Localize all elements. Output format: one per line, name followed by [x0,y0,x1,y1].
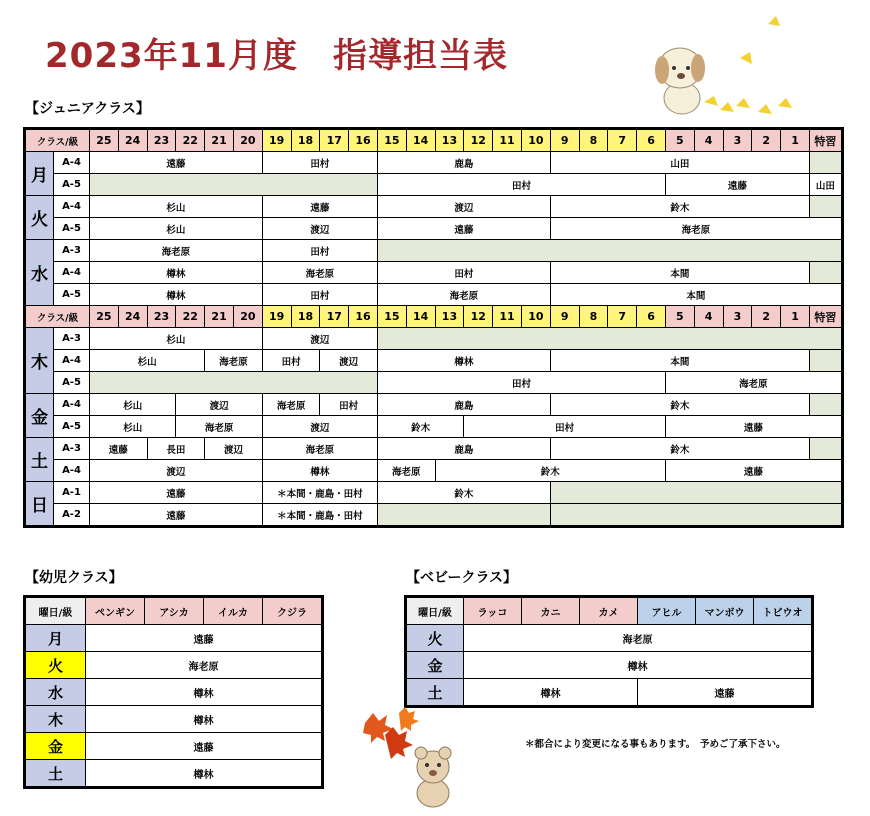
grade-header-cell: 2 [752,130,781,152]
teacher-cell: 杉山 [90,416,176,438]
teacher-cell: 遠藤 [665,460,841,482]
empty-cell [809,350,841,372]
day-cell: 火 [26,652,86,679]
class-cell: A-4 [54,262,90,284]
class-header-cell: カメ [580,598,638,625]
class-grade-header: クラス/級 [26,130,90,152]
teacher-cell: 長田 [147,438,205,460]
day-cell: 土 [26,760,86,787]
grade-header-cell: 17 [320,306,349,328]
class-cell: A-4 [54,196,90,218]
grade-header-cell: 12 [464,306,493,328]
teacher-cell: 杉山 [90,394,176,416]
puppy-leaves-illustration [640,10,800,120]
class-header-cell: イルカ [204,598,263,625]
junior-section-label: 【ジュニアクラス】 [25,101,150,117]
teacher-cell: 杉山 [90,196,263,218]
day-cell: 金 [407,652,464,679]
day-cell-fri: 金 [26,394,54,438]
day-cell-thu: 木 [26,328,54,394]
empty-cell [809,152,841,174]
table-row [26,372,842,394]
day-cell-sat: 土 [26,438,54,482]
empty-cell [377,328,841,350]
grade-header-cell: 6 [637,306,666,328]
teacher-cell: 樽林 [90,284,263,306]
youji-header-row [26,598,322,625]
bear-icon [415,747,451,807]
grade-header-cell: 20 [233,130,262,152]
grade-header-cell: 25 [90,306,119,328]
teacher-cell: 杉山 [90,218,263,240]
empty-cell [377,240,841,262]
empty-cell [90,174,378,196]
day-cell-mon: 月 [26,152,54,196]
teacher-cell: 海老原 [377,460,435,482]
class-cell: A-5 [54,174,90,196]
teacher-cell: 田村 [262,350,320,372]
day-cell-tue: 火 [26,196,54,240]
teacher-cell: 遠藤 [86,733,322,760]
class-cell: A-5 [54,218,90,240]
teacher-cell: 遠藤 [90,504,263,526]
class-header-cell: ラッコ [464,598,522,625]
grade-header-cell: 19 [262,130,291,152]
table-row [26,625,322,652]
grade-header-cell: 19 [262,306,291,328]
table-row [407,652,812,679]
grade-header-cell: 14 [406,130,435,152]
grade-header-cell: 18 [291,130,320,152]
teacher-cell: 渡辺 [176,394,262,416]
grade-header-cell: 1 [781,130,810,152]
grade-header-cell: 7 [608,306,637,328]
teacher-cell: 遠藤 [90,438,148,460]
grade-header-cell: 4 [694,130,723,152]
grade-header-cell: 20 [233,306,262,328]
teacher-cell: 渡辺 [262,218,377,240]
grade-header-cell: 6 [637,130,666,152]
teacher-cell: 渡辺 [320,350,378,372]
table-row [26,196,842,218]
teacher-cell: 海老原 [550,218,841,240]
grade-header-cell: 特習 [809,306,841,328]
teacher-cell: 遠藤 [90,152,263,174]
grade-header-cell: 2 [752,306,781,328]
teacher-cell: ＊本間・鹿島・田村 [262,482,377,504]
class-cell: A-1 [54,482,90,504]
day-cell: 金 [26,733,86,760]
table-row [26,652,322,679]
table-row [26,438,842,460]
class-cell: A-4 [54,152,90,174]
junior-schedule-table [25,129,842,526]
teacher-cell: 渡辺 [377,196,550,218]
grade-header-cell: 特習 [809,130,841,152]
bear-leaves-illustration [355,705,475,810]
day-cell: 土 [407,679,464,706]
class-cell: A-5 [54,372,90,394]
class-header-cell: マンボウ [696,598,754,625]
grade-header-cell: 24 [118,130,147,152]
teacher-cell: 田村 [262,284,377,306]
class-header-cell: アヒル [638,598,696,625]
table-row [26,504,842,526]
grade-header-cell: 22 [176,130,205,152]
table-row [26,174,842,196]
class-header-cell: トビウオ [754,598,812,625]
teacher-cell: 田村 [262,240,377,262]
teacher-cell: 渡辺 [262,416,377,438]
teacher-cell: 遠藤 [90,482,263,504]
table-row [26,394,842,416]
grade-header-cell: 11 [493,130,522,152]
teacher-cell: 海老原 [377,284,550,306]
teacher-cell: 田村 [377,372,665,394]
empty-cell [809,196,841,218]
page-title: 2023年11月度 指導担当表 [45,36,508,76]
youji-section-label: 【幼児クラス】 [25,570,123,586]
grade-header-cell: 13 [435,130,464,152]
class-cell: A-3 [54,328,90,350]
teacher-cell: 海老原 [90,240,263,262]
teacher-cell: 樽林 [86,706,322,733]
teacher-cell: 樽林 [86,679,322,706]
teacher-cell: 本間 [550,350,809,372]
teacher-cell: 遠藤 [638,679,812,706]
teacher-cell: 鈴木 [435,460,665,482]
teacher-cell: 樽林 [464,679,638,706]
class-cell: A-2 [54,504,90,526]
class-grade-header: クラス/級 [26,306,90,328]
grade-header-cell: 23 [147,306,176,328]
day-cell: 水 [26,679,86,706]
table-row [26,733,322,760]
day-grade-header: 曜日/級 [26,598,86,625]
empty-cell [90,372,378,394]
teacher-cell: 鈴木 [550,394,809,416]
table-row [26,350,842,372]
grade-header-cell: 10 [521,306,550,328]
grade-header-cell: 22 [176,306,205,328]
table-row [26,328,842,350]
grade-header-cell: 23 [147,130,176,152]
grade-header-cell: 8 [579,130,608,152]
teacher-cell: 田村 [320,394,378,416]
grade-header-cell: 3 [723,130,752,152]
teacher-cell: 樽林 [262,460,377,482]
table-row [26,240,842,262]
teacher-cell: 遠藤 [86,625,322,652]
day-cell: 木 [26,706,86,733]
grade-header-cell: 5 [665,130,694,152]
teacher-cell: 海老原 [262,262,377,284]
junior-header-row [26,306,842,328]
teacher-cell: 鹿島 [377,438,550,460]
empty-cell [550,482,841,504]
youji-schedule-table [25,597,322,787]
grade-header-cell: 15 [377,306,406,328]
teacher-cell: 渡辺 [90,460,263,482]
teacher-cell: 海老原 [86,652,322,679]
grade-header-cell: 24 [118,306,147,328]
grade-header-cell: 14 [406,306,435,328]
teacher-cell: 本間 [550,284,841,306]
table-row [26,284,842,306]
day-cell: 火 [407,625,464,652]
teacher-cell: 海老原 [665,372,841,394]
teacher-cell: 海老原 [176,416,262,438]
teacher-cell: 渡辺 [205,438,263,460]
class-cell: A-5 [54,284,90,306]
day-grade-header: 曜日/級 [407,598,464,625]
teacher-cell: 山田 [809,174,841,196]
teacher-cell: 樽林 [377,350,550,372]
teacher-cell: 鈴木 [377,416,463,438]
teacher-cell: 杉山 [90,328,263,350]
class-cell: A-3 [54,240,90,262]
day-cell: 月 [26,625,86,652]
grade-header-cell: 3 [723,306,752,328]
empty-cell [550,504,841,526]
grade-header-cell: 5 [665,306,694,328]
empty-cell [809,438,841,460]
baby-schedule-table [406,597,812,706]
table-row [26,706,322,733]
table-row [26,152,842,174]
class-header-cell: アシカ [145,598,204,625]
grade-header-cell: 16 [349,130,378,152]
puppy-icon [655,48,705,114]
table-row [26,760,322,787]
teacher-cell: 田村 [262,152,377,174]
ginkgo-leaf-icon [704,16,792,114]
teacher-cell: 田村 [464,416,666,438]
table-row [26,262,842,284]
teacher-cell: 鹿島 [377,152,550,174]
empty-cell [809,394,841,416]
grade-header-cell: 4 [694,306,723,328]
teacher-cell: 遠藤 [377,218,550,240]
teacher-cell: 遠藤 [665,416,841,438]
table-row [26,416,842,438]
grade-header-cell: 15 [377,130,406,152]
teacher-cell: 鹿島 [377,394,550,416]
grade-header-cell: 9 [550,306,579,328]
schedule-change-note: ＊都合により変更になる事もあります。 予めご了承下さい。 [525,739,786,750]
grade-header-cell: 25 [90,130,119,152]
teacher-cell: ＊本間・鹿島・田村 [262,504,377,526]
grade-header-cell: 8 [579,306,608,328]
teacher-cell: 遠藤 [665,174,809,196]
teacher-cell: 鈴木 [550,196,809,218]
teacher-cell: 本間 [550,262,809,284]
teacher-cell: 渡辺 [262,328,377,350]
day-cell-wed: 水 [26,240,54,306]
teacher-cell: 海老原 [262,438,377,460]
grade-header-cell: 18 [291,306,320,328]
grade-header-cell: 16 [349,306,378,328]
class-cell: A-3 [54,438,90,460]
baby-header-row [407,598,812,625]
class-cell: A-5 [54,416,90,438]
grade-header-cell: 13 [435,306,464,328]
teacher-cell: 遠藤 [262,196,377,218]
junior-header-row [26,130,842,152]
teacher-cell: 鈴木 [550,438,809,460]
grade-header-cell: 1 [781,306,810,328]
baby-section-label: 【ベビークラス】 [406,570,518,586]
grade-header-cell: 9 [550,130,579,152]
class-header-cell: カニ [522,598,580,625]
maple-leaf-icon [363,707,419,759]
teacher-cell: 杉山 [90,350,205,372]
empty-cell [809,262,841,284]
grade-header-cell: 21 [205,306,234,328]
table-row [407,625,812,652]
teacher-cell: 田村 [377,262,550,284]
table-row [26,679,322,706]
class-header-cell: ペンギン [86,598,145,625]
day-cell-sun: 日 [26,482,54,526]
table-row [26,482,842,504]
empty-cell [377,504,550,526]
grade-header-cell: 10 [521,130,550,152]
teacher-cell: 樽林 [90,262,263,284]
grade-header-cell: 17 [320,130,349,152]
table-row [26,460,842,482]
teacher-cell: 鈴木 [377,482,550,504]
grade-header-cell: 11 [493,306,522,328]
class-cell: A-4 [54,460,90,482]
teacher-cell: 樽林 [86,760,322,787]
teacher-cell: 山田 [550,152,809,174]
grade-header-cell: 12 [464,130,493,152]
teacher-cell: 海老原 [262,394,320,416]
teacher-cell: 樽林 [464,652,812,679]
class-cell: A-4 [54,350,90,372]
grade-header-cell: 7 [608,130,637,152]
table-row [407,679,812,706]
grade-header-cell: 21 [205,130,234,152]
teacher-cell: 田村 [377,174,665,196]
teacher-cell: 海老原 [205,350,263,372]
class-cell: A-4 [54,394,90,416]
table-row [26,218,842,240]
class-header-cell: クジラ [263,598,322,625]
teacher-cell: 海老原 [464,625,812,652]
